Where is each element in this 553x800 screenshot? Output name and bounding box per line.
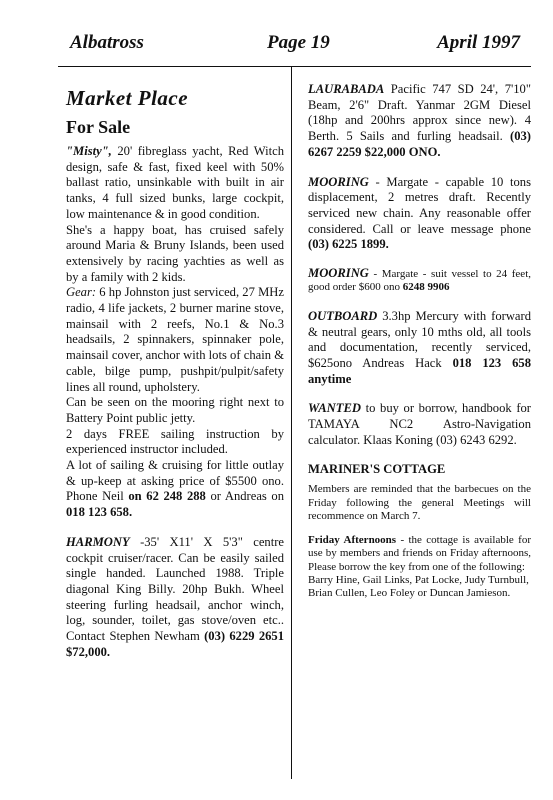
- outboard-para: [308, 309, 531, 388]
- outboard-text: 3.3hp Mercury with forward & neutral gears, only 10 mths old, all tools and documentation, recently serviced, $625ono Andreas Hack: [308, 308, 531, 370]
- top-rule: [58, 66, 531, 67]
- ad-mooring-2: [308, 267, 531, 295]
- ad-outboard: [308, 309, 531, 388]
- harmony-text: -35' X11' X 5'3" centre cockpit cruiser/racer. Can be easily sailed single handed. Launched 1988. Triple diagonal King Billy. 20hp Bukh. Wheel steering furling headsail, anchor winch, log, sounder, toilet, gas stove/oven etc.. Contact Stephen Newham: [66, 534, 284, 644]
- misty-gear-text: 6 hp Johnston just serviced, 27 MHz radio, 4 life jackets, 2 burner marine stove, mainsail with 2 reefs, No.1 & No.3 headsails, 2 spinnakers, spinnaker pole, mainsail cover, anchor with lots of chain & cable, bilge pump, pushpit/pulpit/safety lines all round, upholstery.: [66, 285, 284, 394]
- ad-wanted: [308, 401, 531, 448]
- outboard-contact: 018 123 658 anytime: [308, 355, 531, 386]
- harmony-para: [66, 535, 284, 661]
- friday-text: - the cottage is available for use by members and friends on Friday afternoons, Please borrow the key from one of the following:: [308, 533, 531, 573]
- wanted-text: to buy or borrow, handbook for TAMAYA NC2 Astro-Navigation calculator. Klaas Koning (03) 6243 6292.: [308, 401, 531, 447]
- laurabada-para: [308, 82, 531, 161]
- mooring1-para: [308, 175, 531, 254]
- friday-names: Barry Hine, Gail Links, Pat Locke, Judy Turnbull, Brian Cullen, Leo Foley or Duncan Jamieson.: [308, 573, 529, 600]
- newsletter-name: Albatross: [70, 32, 144, 53]
- friday-name: Friday Afternoons: [308, 533, 397, 546]
- misty-price-text: A lot of sailing & cruising for little outlay & up-keep at asking price of $5500 ono. Phone Neil: [66, 458, 284, 504]
- column-divider: [291, 66, 292, 779]
- misty-para-2: She's a happy boat, has cruised safely around Maria & Bruny Islands, been used extensively by racing yachties as well as by a family with 2 kids.: [66, 222, 284, 284]
- notice-friday: [308, 534, 531, 601]
- harmony-name: HARMONY: [66, 534, 130, 549]
- mooring2-name: MOORING: [308, 266, 369, 281]
- page-number: Page 19: [267, 32, 330, 53]
- wanted-para: [308, 401, 531, 448]
- misty-para-5: 2 days FREE sailing instruction by experienced instructor included.: [66, 426, 284, 457]
- misty-phone-neil: on 62 248 288: [128, 489, 206, 504]
- left-column: [66, 86, 284, 661]
- ad-mooring-1: [308, 175, 531, 254]
- misty-name: "Misty",: [66, 144, 112, 158]
- right-column: [308, 82, 531, 601]
- gear-label: Gear:: [66, 285, 97, 300]
- notice-cottage: [308, 462, 531, 523]
- misty-phone-andreas: 018 123 658.: [66, 505, 133, 520]
- issue-date: April 1997: [437, 32, 520, 53]
- harmony-contact: (03) 6229 2651 $72,000.: [66, 629, 285, 659]
- mooring1-name: MOORING: [308, 174, 369, 189]
- ad-laurabada: [308, 82, 531, 161]
- laurabada-contact: (03) 6267 2259 $22,000 ONO.: [308, 129, 531, 159]
- mooring2-para: [308, 267, 531, 295]
- cottage-title: MARINER'S COTTAGE: [308, 462, 446, 477]
- misty-para-3: [66, 285, 284, 395]
- laurabada-name: LAURABADA: [308, 82, 385, 96]
- mooring1-contact: (03) 6225 1899.: [308, 237, 389, 252]
- ad-misty: [66, 144, 284, 521]
- section-title: Market Place: [66, 86, 189, 110]
- misty-para-4: Can be seen on the mooring right next to Battery Point public jetty.: [66, 395, 284, 425]
- cottage-text: Members are reminded that the barbecues on the Friday following the general Meetings will recommence on March 7.: [308, 483, 531, 523]
- mooring2-contact: 6248 9906: [402, 281, 450, 294]
- mooring2-text: - Margate - suit vessel to 24 feet, good order $600 ono: [308, 268, 531, 294]
- wanted-name: WANTED: [308, 401, 361, 416]
- ad-harmony: [66, 535, 284, 661]
- misty-text-1: 20' fibreglass yacht, Red Witch design, safe & fast, fixed keel with 50% ballast ratio, unsinkable with built in air tanks, 4 full sized bunks, large cockpit, low maintenance & in good condition.: [66, 144, 284, 221]
- for-sale-heading: For Sale: [66, 117, 131, 137]
- outboard-name: OUTBOARD: [308, 308, 378, 323]
- page-header: [70, 32, 520, 54]
- friday-para: [308, 534, 531, 574]
- laurabada-text: Pacific 747 SD 24', 7'10" Beam, 2'6" Draft. Yanmar 2GM Diesel (18hp and 200hrs approx since new). 4 Berth. 5 Sails and furling headsail.: [308, 82, 531, 144]
- misty-para-1: [66, 144, 284, 223]
- misty-para-6: [66, 458, 284, 521]
- mooring1-text: - Margate - capable 10 tons displacement, 2 metres draft. Recently serviced new chain. Any reasonable offer considered. Call or leave message phone: [308, 174, 531, 236]
- misty-or-text: or Andreas on: [205, 489, 285, 504]
